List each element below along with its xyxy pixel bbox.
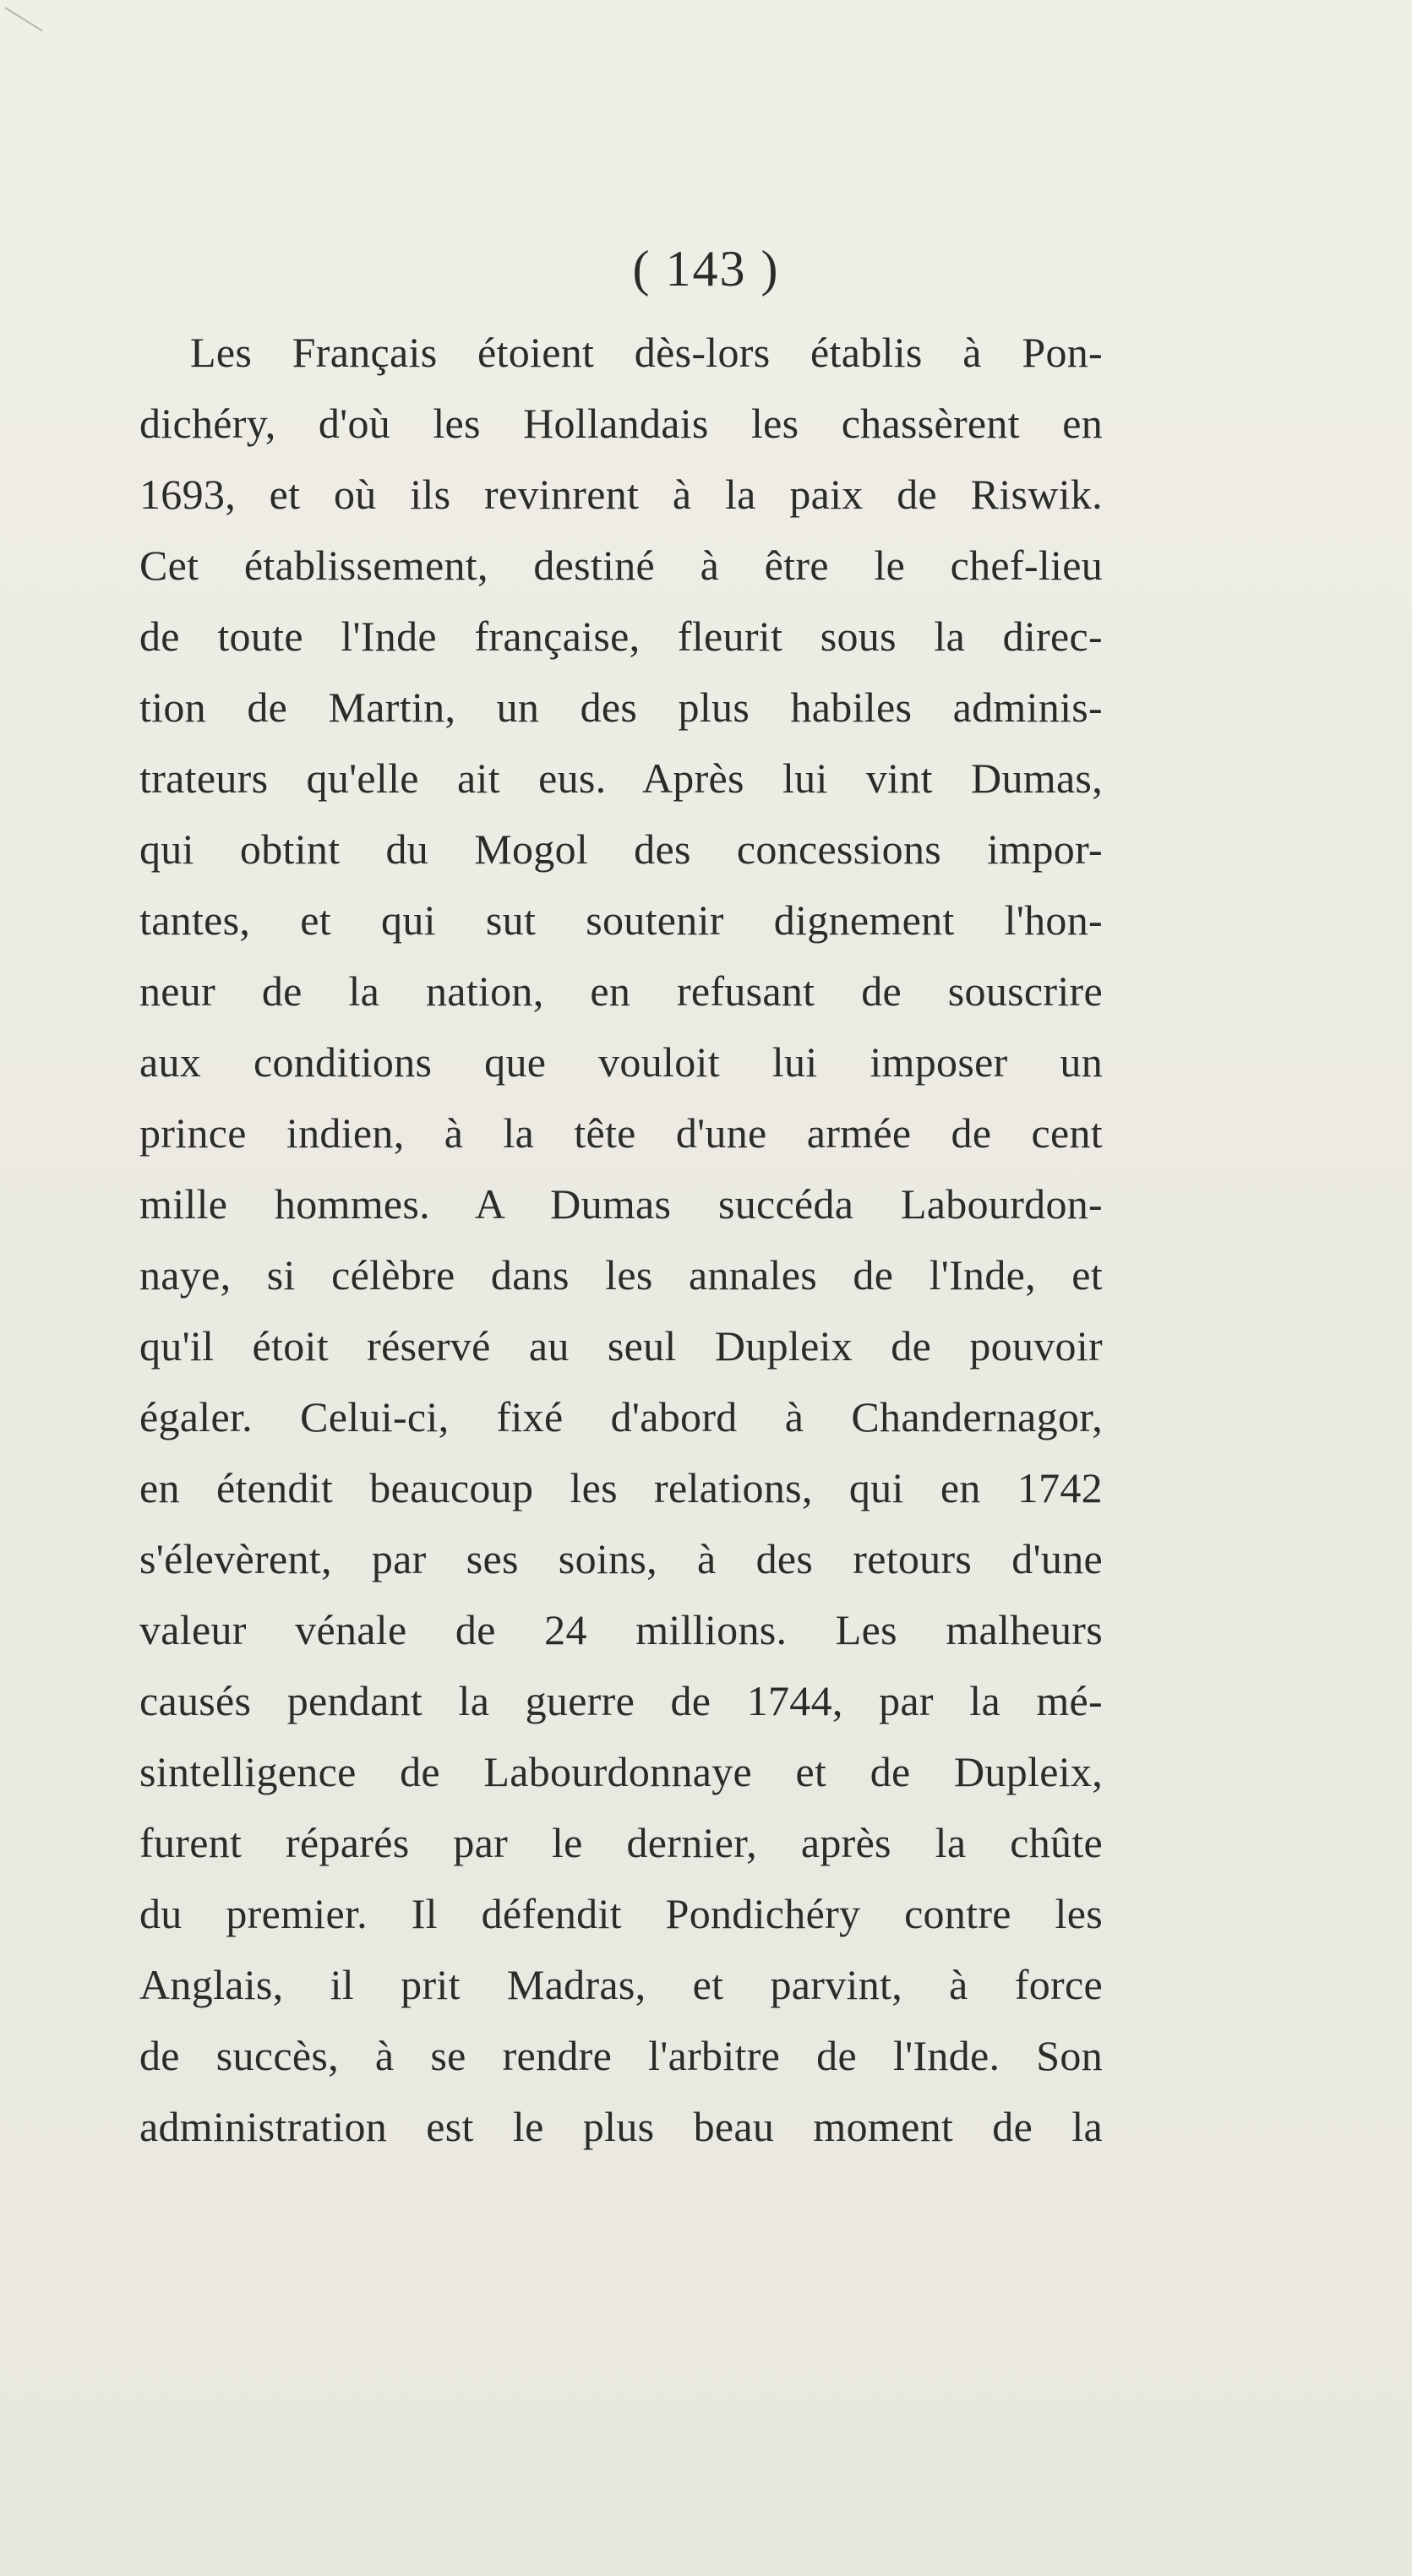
text-line: du premier. Il défendit Pondichéry contre les — [139, 1890, 1103, 1937]
text-line: causés pendant la guerre de 1744, par la mé- — [139, 1677, 1103, 1724]
text-line: trateurs qu'elle ait eus. Après lui vint Dumas, — [139, 754, 1103, 802]
text-line: prince indien, à la tête d'une armée de cent — [139, 1109, 1103, 1157]
text-line: furent réparés par le dernier, après la chûte — [139, 1819, 1103, 1866]
text-line: neur de la nation, en refusant de souscrire — [139, 967, 1103, 1015]
text-line: s'élevèrent, par ses soins, à des retours d'une — [139, 1535, 1103, 1582]
body-text — [139, 317, 1103, 2162]
text-line: dichéry, d'où les Hollandais les chassèrent en — [139, 400, 1103, 447]
text-line: de succès, à se rendre l'arbitre de l'Inde. Son — [139, 2032, 1103, 2079]
page-number: ( 143 ) — [632, 241, 780, 297]
text-line: mille hommes. A Dumas succéda Labourdon- — [139, 1180, 1103, 1228]
text-line: Cet établissement, destiné à être le chef-lieu — [139, 542, 1103, 589]
text-line: qu'il étoit réservé au seul Dupleix de pouvoir — [139, 1322, 1103, 1370]
text-line: aux conditions que vouloit lui imposer un — [139, 1038, 1103, 1086]
text-line: naye, si célèbre dans les annales de l'Inde, et — [139, 1251, 1103, 1299]
text-line: en étendit beaucoup les relations, qui en 1742 — [139, 1464, 1103, 1511]
text-line: égaler. Celui-ci, fixé d'abord à Chandernagor, — [139, 1393, 1103, 1440]
text-line: Anglais, il prit Madras, et parvint, à force — [139, 1961, 1103, 2008]
text-line: sintelligence de Labourdonnaye et de Dupleix, — [139, 1748, 1103, 1795]
text-line: 1693, et où ils revinrent à la paix de Riswik. — [139, 471, 1103, 518]
corner-mark — [4, 7, 42, 31]
text-line: valeur vénale de 24 millions. Les malheurs — [139, 1606, 1103, 1653]
text-line: de toute l'Inde française, fleurit sous la direc- — [139, 613, 1103, 660]
text-line: tion de Martin, un des plus habiles adminis- — [139, 683, 1103, 731]
text-line: tantes, et qui sut soutenir dignement l'hon- — [139, 896, 1103, 944]
text-line: qui obtint du Mogol des concessions impor- — [139, 825, 1103, 873]
text-line: Les Français étoient dès-lors établis à Pon- — [190, 329, 1103, 376]
text-line: administration est le plus beau moment de la — [139, 2103, 1103, 2150]
